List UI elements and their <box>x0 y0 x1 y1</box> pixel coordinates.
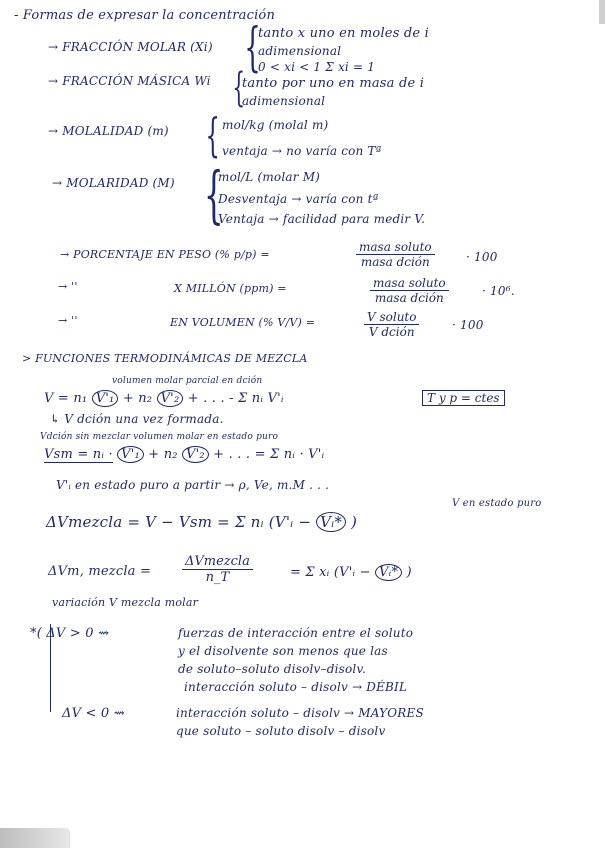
pure-state-line: V'ᵢ en estado puro a partir → ρ, Ve, m.M . . . <box>56 478 330 492</box>
partial-molar-note: volumen molar parcial en dción <box>112 376 263 386</box>
eq-delta-v-end: ) <box>350 513 358 531</box>
dv-negative-line-2: que soluto – soluto disolv – disolv <box>176 724 386 738</box>
variation-note: variación V mezcla molar <box>52 596 199 609</box>
brace-molarity: { <box>203 158 224 231</box>
percent-mass-numerator: masa soluto <box>356 240 435 255</box>
ppm-numerator: masa soluto <box>370 276 449 291</box>
eq-delta-v-left: ΔVmezcla = V − Vsm = Σ nᵢ (V'ᵢ − <box>46 513 312 531</box>
eq-v-circle-1: V'₁ <box>92 390 119 407</box>
percent-mass-fraction <box>356 240 435 269</box>
eq-dvm-lhs: ΔVm, mezcla = <box>48 564 152 579</box>
molar-line-1: tanto x uno en moles de i <box>258 26 430 41</box>
eq-vsm <box>44 446 324 463</box>
v-definition: ↳ V dción una vez formada. <box>50 412 224 426</box>
percent-volume-prefix: → '' <box>58 314 78 327</box>
dv-positive-line-1: fuerzas de interacción entre el soluto <box>178 626 414 640</box>
eq-vsm-mid: + n₂ <box>148 447 178 462</box>
vsm-note: Vdción sin mezclar volumen molar en estado puro <box>40 432 279 442</box>
molar-fraction-label: → FRACCIÓN MOLAR (Xi) <box>48 40 213 54</box>
eq-v-mid: + n₂ <box>122 391 153 406</box>
percent-volume-factor: · 100 <box>452 318 484 332</box>
eq-v-left: V = n₁ <box>44 391 88 406</box>
ppm-fraction <box>370 276 449 305</box>
eq-dvm-numerator: ΔVmezcla <box>182 554 253 570</box>
mass-fraction-label: → FRACCIÓN MÁSICA Wi <box>48 74 211 88</box>
molarity-label: → MOLARIDAD (M) <box>52 176 175 190</box>
dv-positive-label: *( ΔV > 0 ⇝ <box>30 626 110 641</box>
mass-line-2: adimensional <box>242 94 326 108</box>
molality-line-2: ventaja → no varía con Tª <box>222 144 382 158</box>
molarity-line-3: Ventaja → facilidad para medir V. <box>218 212 426 226</box>
page-edge-mark <box>599 0 605 24</box>
ppm-label: X MILLÓN (ppm) = <box>174 282 287 295</box>
molality-label: → MOLALIDAD (m) <box>48 124 169 138</box>
percent-mass-factor: · 100 <box>466 250 498 264</box>
eq-dvm-rhs-wrap <box>290 564 412 581</box>
eq-dvm-fraction <box>182 554 253 585</box>
page-corner-shadow <box>0 828 70 848</box>
molarity-line-2: Desventaja → varía con tª <box>218 192 379 206</box>
brace-mass: { <box>232 65 246 111</box>
section2-title: > FUNCIONES TERMODINÁMICAS DE MEZCLA <box>22 352 308 365</box>
eq-dvm-rhs: = Σ xᵢ (V'ᵢ − <box>290 565 371 580</box>
molarity-line-1: mol/L (molar M) <box>218 170 321 184</box>
molality-line-1: mol/kg (molal m) <box>222 118 329 132</box>
eq-dvm-end: ) <box>406 565 412 580</box>
percent-volume-denominator: V dción <box>368 325 415 339</box>
eq-delta-v-circle: Vᵢ* <box>316 512 346 532</box>
eq-delta-v <box>46 512 357 532</box>
percent-mass-label: → PORCENTAJE EN PESO (% p/p) = <box>60 248 270 261</box>
pure-state-note: V en estado puro <box>452 498 542 509</box>
percent-volume-fraction <box>364 310 419 339</box>
eq-vsm-circle-1: V'₁ <box>117 446 144 463</box>
eq-v <box>44 390 284 407</box>
dv-negative-line-1: interacción soluto – disolv → MAYORES <box>176 706 424 720</box>
molar-line-3: 0 < xi < 1 Σ xi = 1 <box>258 60 376 74</box>
eq-dvm-circle: Vᵢ* <box>375 564 402 581</box>
eq-v-circle-2: V'₂ <box>157 390 184 407</box>
ppm-prefix: → '' <box>58 280 78 293</box>
eq-v-right: + . . . - Σ nᵢ V'ᵢ <box>187 391 284 406</box>
header-title: - Formas de expresar la concentración <box>14 8 276 23</box>
eq-vsm-right: + . . . = Σ nᵢ · V'ᵢ <box>213 447 325 462</box>
eq-v-condition-box: T y p = ctes <box>422 390 505 406</box>
eq-vsm-circle-2: V'₂ <box>182 446 209 463</box>
dv-positive-line-2: y el disolvente son menos que las <box>178 644 388 658</box>
ppm-factor: · 10⁶. <box>482 284 515 298</box>
brace-molality: { <box>205 108 220 162</box>
percent-volume-label: EN VOLUMEN (% V/V) = <box>170 316 316 329</box>
eq-dvm-denominator: n_T <box>205 570 230 585</box>
dv-positive-line-3: de soluto–soluto disolv–disolv. <box>178 662 367 676</box>
eq-vsm-left: Vsm = nᵢ · <box>44 447 113 462</box>
molar-line-2: adimensional <box>258 44 342 58</box>
percent-mass-denominator: masa dción <box>360 255 430 269</box>
percent-volume-numerator: V soluto <box>364 310 419 325</box>
ppm-denominator: masa dción <box>374 291 444 305</box>
dv-positive-line-4: interacción soluto – disolv → DÉBIL <box>184 680 408 694</box>
mass-line-1: tanto por uno en masa de i <box>242 76 425 91</box>
brace-molar: { <box>244 18 261 78</box>
dv-negative-label: ΔV < 0 ⇝ <box>62 706 125 721</box>
